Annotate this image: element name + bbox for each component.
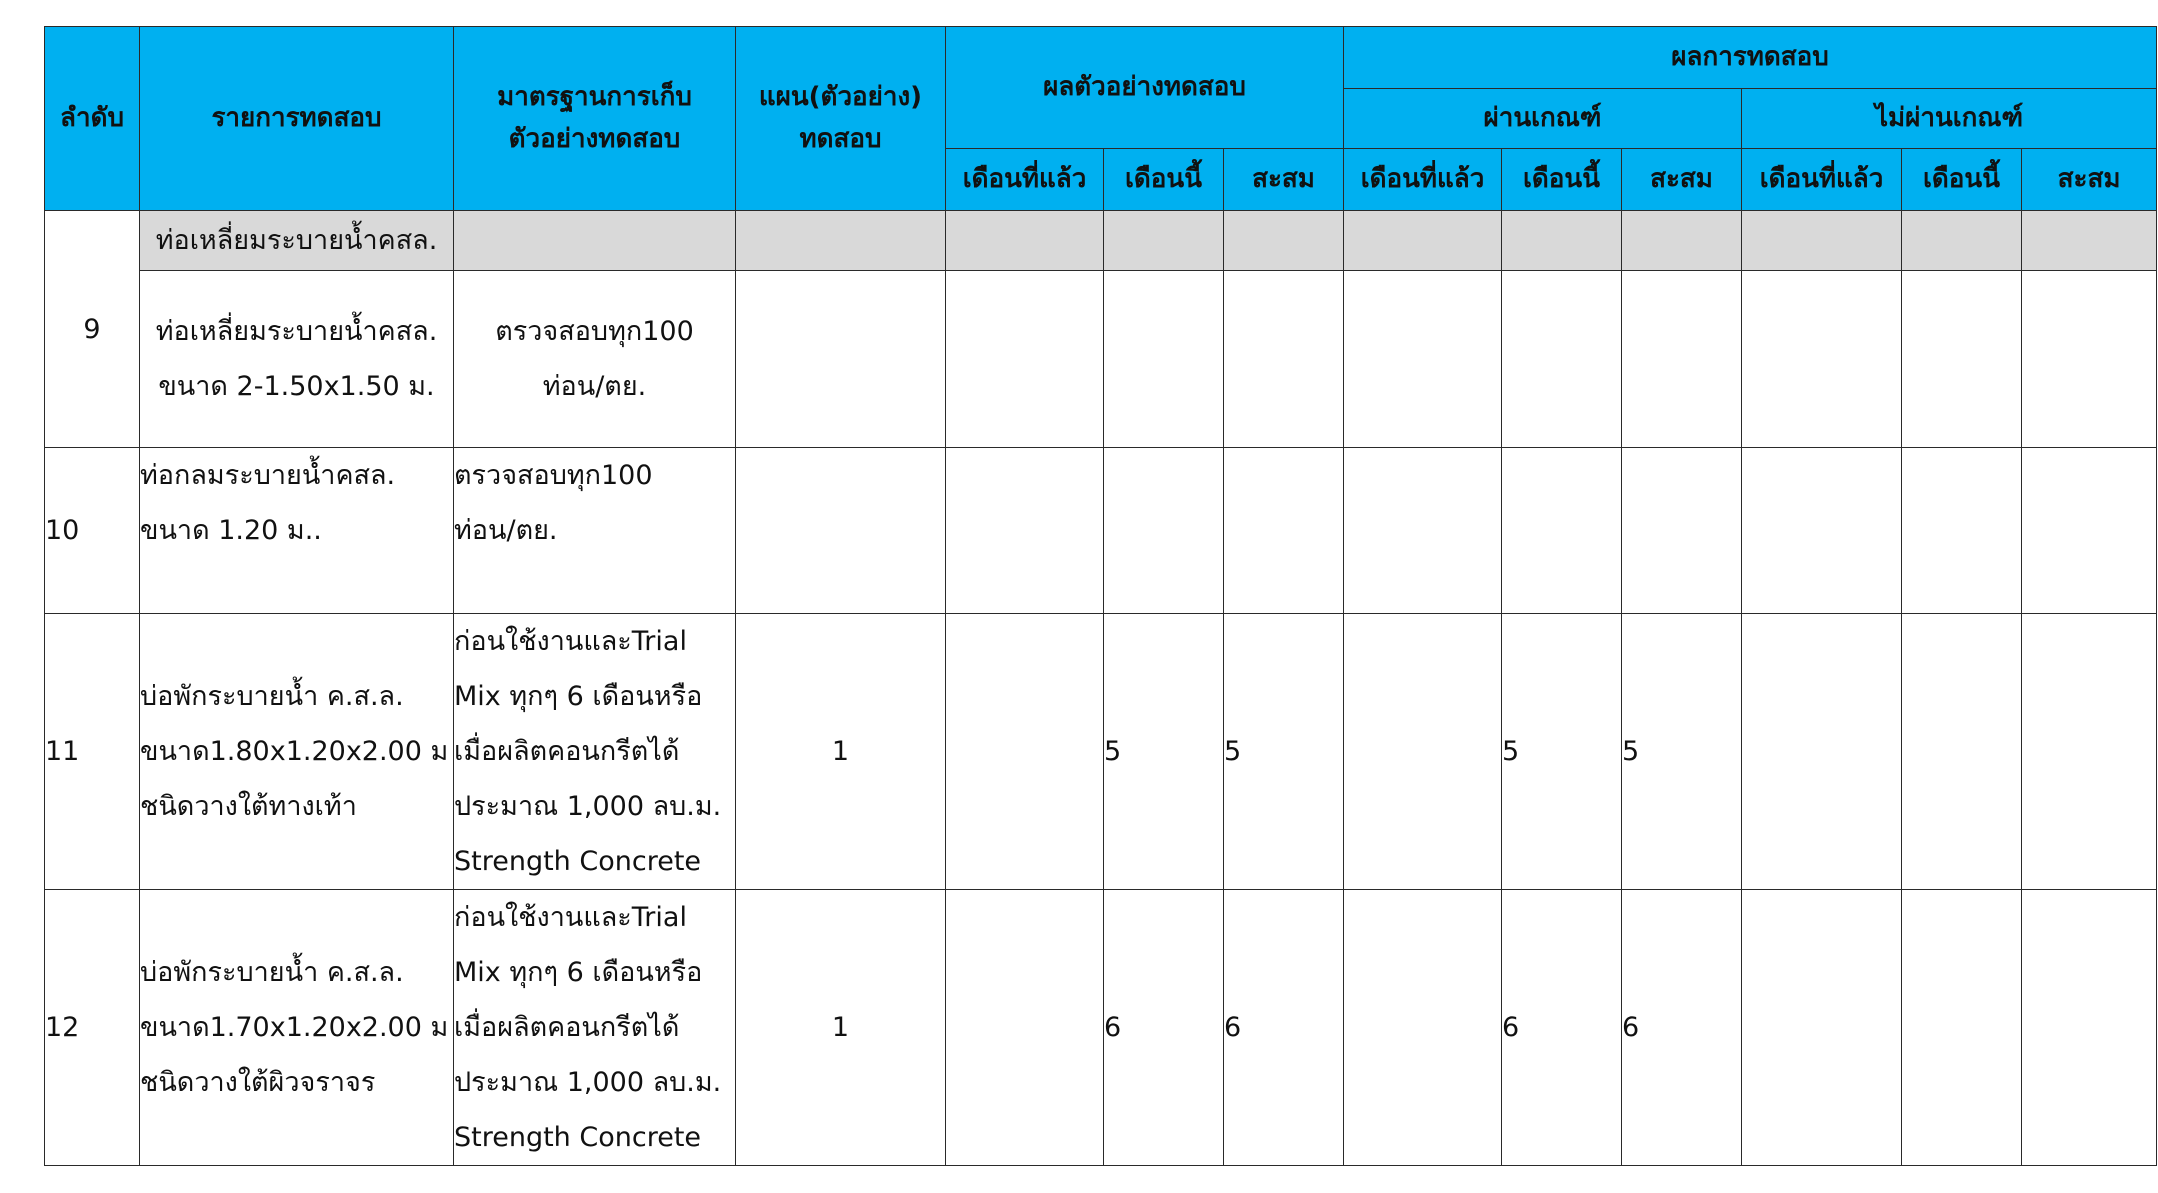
header-standard: มาตรฐานการเก็บ ตัวอย่างทดสอบ (454, 27, 736, 211)
group-label: ท่อเหลี่ยมระบายน้ำคสล. (140, 211, 454, 271)
header-fail-cumulative: สะสม (2022, 149, 2157, 211)
row-item: บ่อพักระบายน้ำ ค.ส.ล. ขนาด1.70x1.20x2.00 ม ชนิดวางใต้ผิวจราจร (140, 890, 454, 1166)
row-plan (736, 271, 946, 448)
row-item: ท่อกลมระบายน้ำคสล. ขนาด 1.20 ม.. (140, 448, 454, 614)
row-item: บ่อพักระบายน้ำ ค.ส.ล. ขนาด1.80x1.20x2.00 ม ชนิดวางใต้ทางเท้า (140, 614, 454, 890)
row-pass-cum (1622, 448, 1742, 614)
row-sample-this (1104, 448, 1224, 614)
row-pass-cum: 6 (1622, 890, 1742, 1166)
row-plan (736, 448, 946, 614)
row-plan: 1 (736, 614, 946, 890)
row-fail-cum (2022, 271, 2157, 448)
table-row (45, 614, 2157, 890)
table-row (45, 271, 2157, 448)
test-results-table (44, 26, 2157, 1166)
row-sample-cum: 6 (1224, 890, 1344, 1166)
row-no: 9 (45, 211, 140, 448)
row-pass-last (1344, 271, 1502, 448)
row-standard: ตรวจสอบทุก100 ท่อน/ตย. (454, 448, 736, 614)
row-no: 10 (45, 448, 140, 614)
header-pass-cumulative: สะสม (1622, 149, 1742, 211)
row-fail-cum (2022, 448, 2157, 614)
row-fail-last (1742, 448, 1902, 614)
header-sample-results: ผลตัวอย่างทดสอบ (946, 27, 1344, 149)
row-pass-last (1344, 614, 1502, 890)
row-no: 12 (45, 890, 140, 1166)
row-pass-last (1344, 890, 1502, 1166)
header-fail-last-month: เดือนที่แล้ว (1742, 149, 1902, 211)
row-standard: ก่อนใช้งานและTrial Mix ทุกๆ 6 เดือนหรือ เมื่อผลิตคอนกรีตได้ ประมาณ 1,000 ลบ.ม. Strength Concrete (454, 614, 736, 890)
header-no: ลำดับ (45, 27, 140, 211)
header-item: รายการทดสอบ (140, 27, 454, 211)
row-sample-last (946, 271, 1104, 448)
row-sample-last (946, 448, 1104, 614)
table-row (45, 890, 2157, 1166)
row-fail-last (1742, 614, 1902, 890)
row-standard: ก่อนใช้งานและTrial Mix ทุกๆ 6 เดือนหรือ เมื่อผลิตคอนกรีตได้ ประมาณ 1,000 ลบ.ม. Strength Concrete (454, 890, 736, 1166)
row-sample-this: 5 (1104, 614, 1224, 890)
row-pass-this: 5 (1502, 614, 1622, 890)
row-fail-last (1742, 271, 1902, 448)
row-item: ท่อเหลี่ยมระบายน้ำคสล. ขนาด 2-1.50x1.50 ม. (140, 271, 454, 448)
header-test-results: ผลการทดสอบ (1344, 27, 2157, 89)
row-sample-last (946, 890, 1104, 1166)
row-sample-last (946, 614, 1104, 890)
row-pass-this: 6 (1502, 890, 1622, 1166)
row-sample-cum: 5 (1224, 614, 1344, 890)
row-sample-cum (1224, 448, 1344, 614)
row-fail-this (1902, 890, 2022, 1166)
row-fail-cum (2022, 614, 2157, 890)
row-no: 11 (45, 614, 140, 890)
row-pass-last (1344, 448, 1502, 614)
row-fail-this (1902, 271, 2022, 448)
header-sample-last-month: เดือนที่แล้ว (946, 149, 1104, 211)
header-pass: ผ่านเกณฑ์ (1344, 89, 1742, 149)
table-row (45, 448, 2157, 614)
row-fail-this (1902, 448, 2022, 614)
row-fail-last (1742, 890, 1902, 1166)
header-pass-this-month: เดือนนี้ (1502, 149, 1622, 211)
row-pass-this (1502, 271, 1622, 448)
row-pass-this (1502, 448, 1622, 614)
row-standard: ตรวจสอบทุก100 ท่อน/ตย. (454, 271, 736, 448)
header-fail: ไม่ผ่านเกณฑ์ (1742, 89, 2157, 149)
row-pass-cum: 5 (1622, 614, 1742, 890)
header-sample-cumulative: สะสม (1224, 149, 1344, 211)
header-pass-last-month: เดือนที่แล้ว (1344, 149, 1502, 211)
row-fail-cum (2022, 890, 2157, 1166)
row-fail-this (1902, 614, 2022, 890)
row-pass-cum (1622, 271, 1742, 448)
table-row-group (45, 211, 2157, 271)
row-sample-this: 6 (1104, 890, 1224, 1166)
header-plan: แผน(ตัวอย่าง) ทดสอบ (736, 27, 946, 211)
header-fail-this-month: เดือนนี้ (1902, 149, 2022, 211)
row-sample-cum (1224, 271, 1344, 448)
row-sample-this (1104, 271, 1224, 448)
row-plan: 1 (736, 890, 946, 1166)
header-sample-this-month: เดือนนี้ (1104, 149, 1224, 211)
